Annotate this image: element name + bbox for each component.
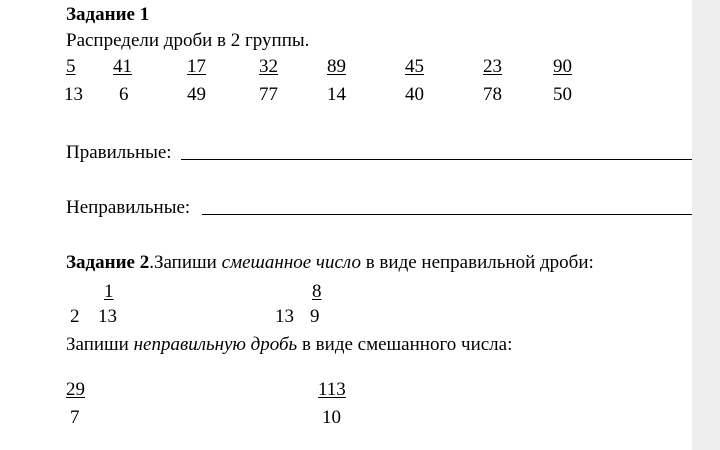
fraction-denominator: 6	[119, 84, 129, 105]
fraction-denominator: 49	[187, 84, 206, 105]
task1-title: Задание 1	[66, 4, 150, 25]
mixed-numerator: 8	[312, 281, 322, 302]
task1-instruction: Распредели дроби в 2 группы.	[66, 30, 310, 51]
task2-title: Задание 2	[66, 252, 150, 273]
task2-instr2-b: в виде смешанного числа:	[297, 334, 513, 355]
improper-denominator: 7	[70, 407, 80, 428]
fraction-denominator: 14	[327, 84, 346, 105]
right-margin	[692, 0, 720, 450]
mixed-denominator: 9	[310, 306, 320, 327]
fraction-numerator: 90	[553, 56, 572, 77]
fraction-numerator: 41	[113, 56, 132, 77]
fraction-denominator: 77	[259, 84, 278, 105]
fraction-denominator: 13	[64, 84, 83, 105]
fraction-numerator: 32	[259, 56, 278, 77]
fraction-numerator: 23	[483, 56, 502, 77]
improper-label: Неправильные:	[66, 197, 191, 218]
task2-instr-a: .Запиши	[149, 252, 222, 273]
mixed-whole: 2	[70, 306, 80, 327]
task2-instr2-a: Запиши	[66, 334, 134, 355]
mixed-whole: 13	[275, 306, 294, 327]
task2-instruction	[66, 252, 594, 274]
fraction-denominator: 50	[553, 84, 572, 105]
task2-instr-italic: смешанное число	[221, 252, 361, 273]
fraction-denominator: 78	[483, 84, 502, 105]
proper-answer-line[interactable]	[181, 159, 692, 160]
task2-instr-b: в виде неправильной дроби:	[360, 252, 594, 273]
fraction-numerator: 89	[327, 56, 346, 77]
fraction-numerator: 17	[187, 56, 206, 77]
improper-denominator: 10	[322, 407, 341, 428]
improper-answer-line[interactable]	[202, 214, 692, 215]
proper-label: Правильные:	[66, 142, 172, 163]
fraction-numerator: 45	[405, 56, 424, 77]
mixed-numerator: 1	[104, 281, 114, 302]
fraction-numerator: 5	[66, 56, 76, 77]
task2-instruction-2	[66, 334, 512, 356]
task2-instr2-italic: неправильную дробь	[133, 334, 298, 355]
mixed-denominator: 13	[98, 306, 117, 327]
improper-numerator: 113	[318, 379, 346, 400]
fraction-denominator: 40	[405, 84, 424, 105]
improper-numerator: 29	[66, 379, 85, 400]
